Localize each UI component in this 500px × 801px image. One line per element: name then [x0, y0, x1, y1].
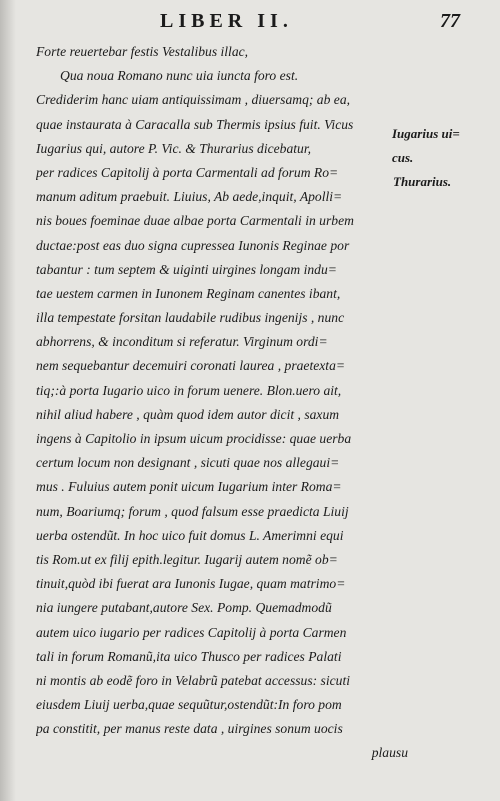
- page-edge: [0, 0, 16, 801]
- page-number: 77: [440, 10, 460, 32]
- text-line: per radices Capitolij à porta Carmentali ad forum Ro=: [36, 164, 339, 180]
- text-line: autem uico iugario per radices Capitolij à porta Carmen: [36, 624, 347, 640]
- page-header: [0, 10, 500, 36]
- text-line: nem sequebantur decemuiri coronati laurea , praetexta=: [36, 358, 346, 374]
- text-line: tiq;:à porta Iugario uico in forum uenere. Blon.uero ait,: [36, 382, 342, 398]
- text-line: uerba ostendũt. In hoc uico fuit domus L. Amerimni equi: [36, 527, 344, 543]
- text-line: ductae:post eas duo signa cupressea Iunonis Reginae por: [36, 237, 350, 253]
- text-line: abhorrens, & inconditum si referatur. Virginum ordi=: [36, 334, 328, 350]
- text-line: nia iungere putabant,autore Sex. Pomp. Quemadmodũ: [36, 600, 332, 616]
- text-line: ni montis ab eodẽ foro in Velabrũ patebat accessus: sicuti: [36, 672, 351, 688]
- text-line: quae instaurata à Caracalla sub Thermis ipsius fuit. Vicus: [36, 116, 354, 132]
- text-line: nis boues foeminae duae albae porta Carmentali in urbem: [36, 213, 354, 229]
- text-line: mus . Fuluius autem ponit uicum Iugarium inter Roma=: [36, 479, 342, 495]
- text-line: certum locum non designant , sicuti quae nos allegaui=: [36, 455, 340, 471]
- text-line: nihil aliud habere , quàm quod idem autor dicit , saxum: [36, 406, 340, 422]
- text-line: tali in forum Romanũ,ita uico Thusco per radices Palati: [36, 648, 342, 664]
- text-line: manum aditum praebuit. Liuius, Ab aede,inquit, Apolli=: [36, 189, 343, 205]
- text-line: tae uestem carmen in Iunonem Reginam canentes ibant,: [36, 285, 341, 301]
- margin-note-thurarius: Thurarius.: [393, 174, 452, 189]
- text-line: tabantur : tum septem & uiginti uirgines longam indu=: [36, 261, 337, 277]
- text-block: [36, 40, 408, 766]
- verse-line-1: Forte reuertebar festis Vestalibus illac,: [36, 44, 249, 59]
- text-line: tinuit,quòd ibi fuerat ara Iunonis Iugae, quam matrimo=: [36, 576, 346, 592]
- text-line: pa constitit, per manus reste data , uirgines sonum uocis: [36, 721, 343, 737]
- text-line: illa tempestate forsitan laudabile rudibus ingenijs , nunc: [36, 310, 345, 326]
- text-line: tis Rom.ut ex filij epith.legitur. Iugarij autem nomẽ ob=: [36, 551, 338, 567]
- text-line: ingens à Capitolio in ipsum uicum procidisse: quae uerba: [36, 431, 352, 446]
- text-line: eiusdem Liuij uerba,quae sequũtur,ostendũt:In foro pom: [36, 697, 342, 713]
- margin-note-iugarius-cont: cus.: [392, 150, 414, 165]
- text-line: num, Boariumq; forum , quod falsum esse praedicta Liuij: [36, 503, 349, 519]
- running-head: LIBER II.: [160, 10, 293, 32]
- catchword: plausu: [371, 745, 408, 761]
- margin-note-iugarius: Iugarius ui=: [392, 126, 460, 141]
- verse-line-2: Qua noua Romano nunc uia iuncta foro est.: [60, 68, 299, 84]
- text-line: Crediderim hanc uiam antiquissimam , diuersamq; ab ea,: [36, 92, 351, 108]
- text-line: Iugarius qui, autore P. Vic. & Thurarius dicebatur,: [36, 140, 312, 156]
